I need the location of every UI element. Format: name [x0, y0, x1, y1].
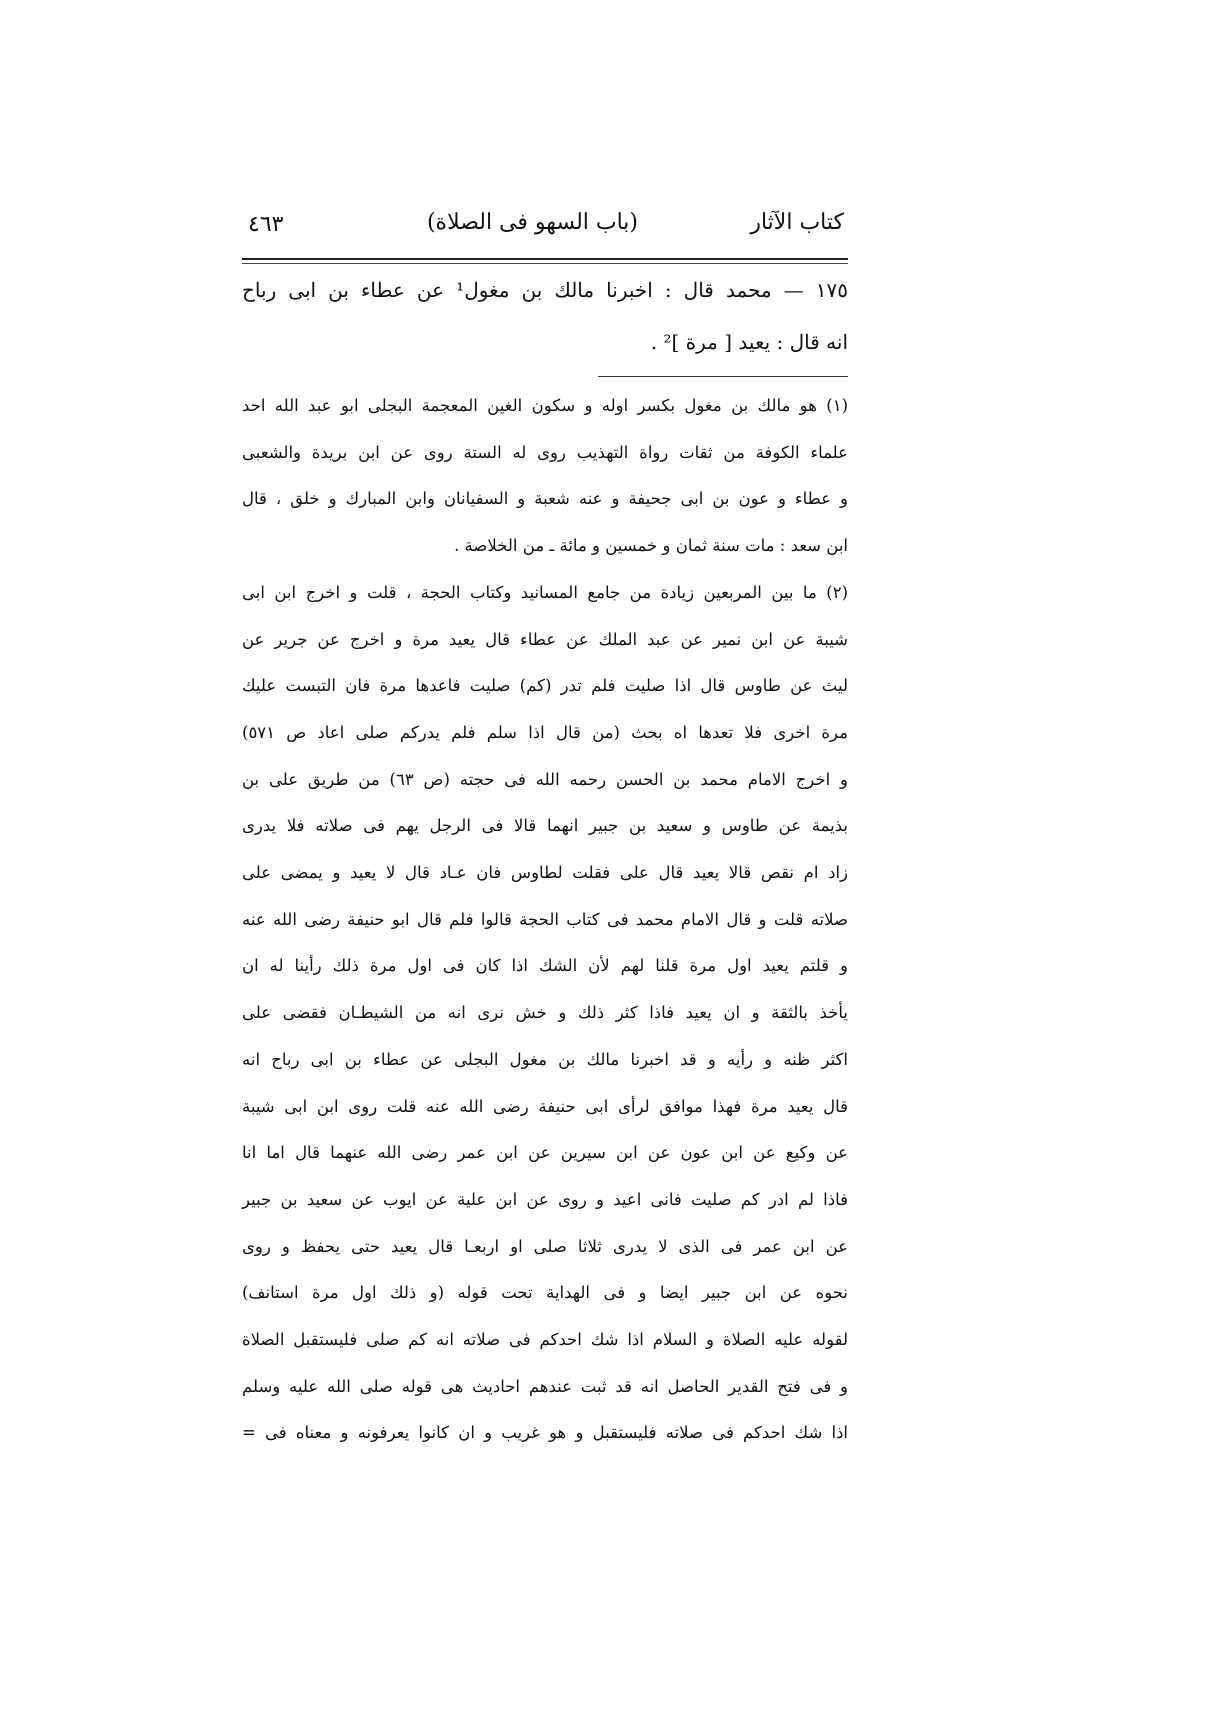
- footnote-line: مرة اخرى فلا تعدها اه بحث (من قال اذا سلم فلم يدركم صلى اعاد ص ٥٧١): [242, 722, 848, 742]
- main-text-line: انه قال : يعيد [ مرة ]² .: [650, 330, 848, 354]
- footnote-line: (١) هو مالك بن مغول بكسر اوله و سكون الغين المعجمة البجلى ابو عبد الله احد: [242, 396, 848, 415]
- footnote-separator: [598, 376, 848, 377]
- chapter-title: (باب السهو فى الصلاة): [426, 210, 638, 235]
- footnote-line: صلاته قلت و قال الامام محمد فى كتاب الحجة قالوا فلم قال ابو حنيفة رضى الله عنه: [242, 909, 848, 929]
- footnote-line: شيبة عن ابن نمير عن عبد الملك عن عطاء قال يعيد مرة و اخرج عن جرير عن: [242, 629, 848, 649]
- footnote-line: و عطاء و عون بن ابى جحيفة و عنه شعبة و السفيانان وابن المبارك و خلق ، قال: [242, 489, 848, 509]
- footnote-line: لقوله عليه الصلاة و السلام اذا شك احدكم فى صلاته انه كم صلى فليستقبل الصلاة: [242, 1330, 848, 1349]
- footnote-line: و قلتم يعيد اول مرة قلنا لهم لأن الشك اذا كان فى اول مرة ذلك رأينا له ان: [242, 956, 848, 976]
- footnote-line: عن وكيع عن ابن عون عن ابن سيرين عن ابن عمر رضى الله عنهما قال اما انا: [242, 1143, 848, 1163]
- footnote-line: ليث عن طاوس قال اذا صليت فلم تدر (كم) صليت فاعدها مرة فان التبست عليك: [242, 676, 848, 696]
- footnote-line: زاد ام نقص قالا يعيد قال على فقلت لطاوس فان عـاد قال لا يعيد و يمضى على: [242, 863, 848, 882]
- footnote-line: و اخرج الامام محمد بن الحسن رحمه الله فى حجته (ص ٦٣) من طريق على بن: [242, 769, 848, 789]
- page-number: ٤٦٣: [248, 212, 284, 237]
- book-title: كتاب الآثار: [750, 210, 844, 235]
- footnote-line: علماء الكوفة من ثقات رواة التهذيب روى له الستة روى عن ابن بريدة والشعبى: [242, 442, 848, 462]
- footnote-line: بذيمة عن طاوس و سعيد بن جبير انهما قالا فى الرجل يهم فى صلاته فلا يدرى: [242, 816, 848, 836]
- running-header: [242, 210, 848, 250]
- footnote-line: ابن سعد : مات سنة ثمان و خمسين و مائة ـ من الخلاصة .: [454, 536, 848, 556]
- footnote-line: نحوه عن ابن جبير ايضا و فى الهداية تحت قوله (و ذلك اول مرة استانف): [242, 1283, 848, 1303]
- footnote-line: عن ابن عمر فى الذى لا يدرى ثلاثا صلى او اربعـا قال يعيد حتى يحفظ و روى: [242, 1236, 848, 1256]
- header-rule: [242, 258, 848, 260]
- main-text-line: ١٧٥ — محمد قال : اخبرنا مالك بن مغول¹ عن عطاء بن ابى رباح: [242, 278, 848, 302]
- footnote-line: فاذا لم ادر كم صليت فانى اعيد و روى عن ابن علية عن ايوب عن سعيد بن جبير: [242, 1189, 848, 1209]
- footnote-line: يأخذ بالثقة و ان يعيد فاذا كثر ذلك و خش نرى انه من الشيطـان فقضى على: [242, 1003, 848, 1023]
- footnote-line: (٢) ما بين المربعين زيادة من جامع المسانيد وكتاب الحجة ، قلت و اخرج ابن ابى: [242, 582, 848, 602]
- footnote-line: و فى فتح القدير الحاصل انه قد ثبت عندهم احاديث هى قوله صلى الله عليه وسلم: [242, 1376, 848, 1396]
- footnote-line: قال يعيد مرة فهذا موافق لرأى ابى حنيفة رضى الله عنه قلت روى ابن ابى شيبة: [242, 1096, 848, 1116]
- book-page: [242, 0, 848, 1719]
- footnote-line: اذا شك احدكم فى صلاته فليستقبل و هو غريب و ان كانوا يعرفونه و معناه فى =: [242, 1423, 848, 1443]
- footnote-line: اكثر ظنه و رأيه و قد اخبرنا مالك بن مغول البجلى عن عطاء بن ابى رباح انه: [242, 1049, 848, 1069]
- header-rule-thin: [242, 263, 848, 264]
